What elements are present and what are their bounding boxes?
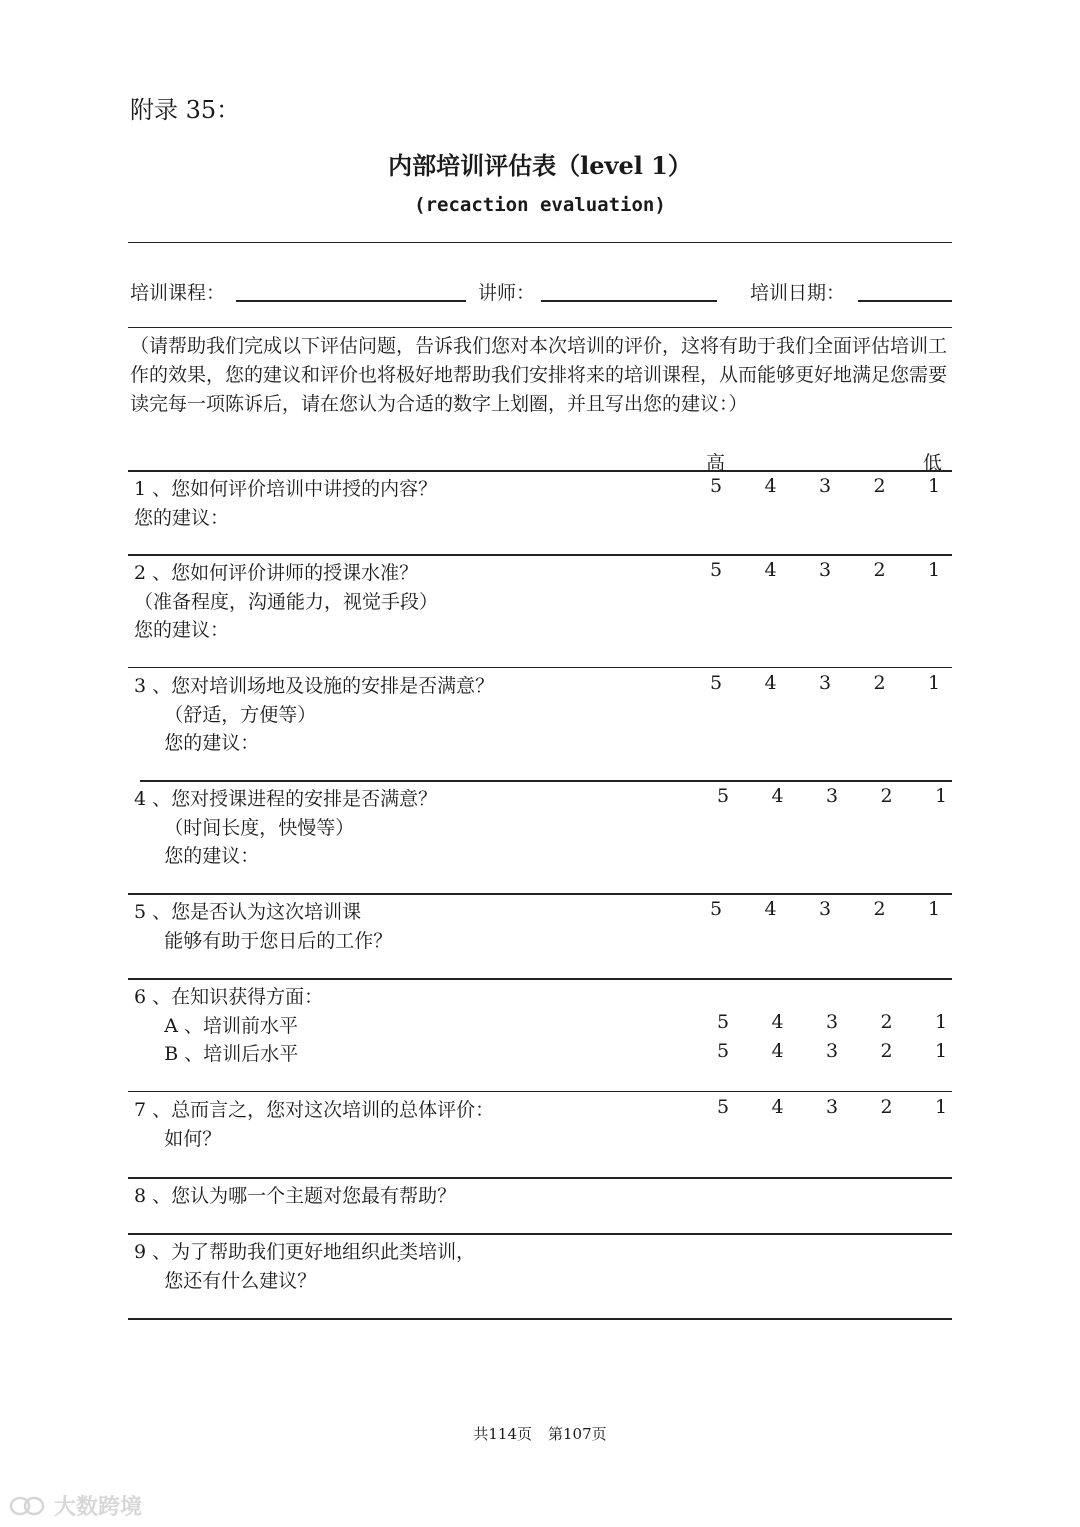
rating-option[interactable]: 3 <box>826 1040 839 1062</box>
rating-option[interactable]: 4 <box>764 672 777 694</box>
rating-option[interactable]: 5 <box>717 1096 730 1118</box>
rating-option[interactable]: 5 <box>717 785 730 807</box>
scale-high-label: 高 <box>706 452 726 474</box>
rating-scale-3[interactable] <box>710 672 983 694</box>
divider <box>128 1177 952 1179</box>
question-5: 5 、您是否认为这次培训课 能够有助于您日后的工作？ <box>134 901 393 952</box>
question-4: 4 、您对授课进程的安排是否满意？ （时间长度，快慢等） 您的建议： <box>134 788 438 867</box>
rating-option[interactable]: 5 <box>717 1040 730 1062</box>
rating-scale-6b[interactable] <box>717 1040 990 1062</box>
rating-option[interactable]: 1 <box>928 672 941 694</box>
rating-scale-2[interactable] <box>710 559 983 581</box>
divider <box>128 327 952 328</box>
rating-scale-6a[interactable] <box>717 1011 990 1033</box>
rating-option[interactable]: 3 <box>819 898 832 920</box>
rating-option[interactable]: 2 <box>880 1011 893 1033</box>
rating-option[interactable]: 5 <box>710 898 723 920</box>
rating-option[interactable]: 5 <box>717 1011 730 1033</box>
question-2: 2 、您如何评价讲师的授课水准？ （准备程度，沟通能力，视觉手段） 您的建议： <box>134 562 439 641</box>
rating-scale-1[interactable] <box>710 475 983 497</box>
rating-option[interactable]: 1 <box>935 785 948 807</box>
rating-option[interactable]: 1 <box>928 559 941 581</box>
rating-option[interactable]: 5 <box>710 672 723 694</box>
divider <box>128 1091 952 1092</box>
divider <box>128 978 952 980</box>
question-7: 7 、总而言之，您对这次培训的总体评价： 如何？ <box>134 1099 495 1150</box>
rating-option[interactable]: 2 <box>873 559 886 581</box>
divider <box>128 242 952 243</box>
watermark <box>8 1490 142 1521</box>
rating-option[interactable]: 2 <box>873 898 886 920</box>
scale-low-label: 低 <box>923 452 943 474</box>
divider <box>140 780 952 782</box>
question-9: 9 、为了帮助我们更好地组织此类培训， 您还有什么建议？ <box>134 1241 476 1292</box>
date-label: 培训日期： <box>750 282 846 304</box>
rating-option[interactable]: 2 <box>873 672 886 694</box>
course-field[interactable] <box>236 300 466 302</box>
question-1: 1 、您如何评价培训中讲授的内容？ 您的建议： <box>134 478 438 529</box>
rating-option[interactable]: 3 <box>826 1096 839 1118</box>
rating-option[interactable]: 3 <box>819 475 832 497</box>
rating-option[interactable]: 4 <box>771 785 784 807</box>
rating-scale-5[interactable] <box>710 898 983 920</box>
rating-option[interactable]: 3 <box>819 672 832 694</box>
rating-option[interactable]: 3 <box>826 785 839 807</box>
rating-option[interactable]: 4 <box>764 475 777 497</box>
watermark-logo-icon <box>8 1494 48 1518</box>
page-number: 第107页 <box>548 1425 607 1443</box>
rating-option[interactable]: 2 <box>880 785 893 807</box>
question-3: 3 、您对培训场地及设施的安排是否满意？ （舒适，方便等） 您的建议： <box>134 675 495 754</box>
divider <box>128 1318 952 1320</box>
rating-option[interactable]: 1 <box>935 1011 948 1033</box>
rating-option[interactable]: 1 <box>928 898 941 920</box>
page-footer <box>0 1423 1080 1444</box>
rating-option[interactable]: 2 <box>873 475 886 497</box>
appendix-label: 附录 35： <box>130 96 241 124</box>
rating-option[interactable]: 1 <box>935 1040 948 1062</box>
rating-option[interactable]: 2 <box>880 1096 893 1118</box>
divider <box>128 554 952 556</box>
rating-option[interactable]: 4 <box>764 898 777 920</box>
rating-option[interactable]: 4 <box>764 559 777 581</box>
form-title: 内部培训评估表（level 1） <box>388 151 692 180</box>
question-6: 6 、在知识获得方面： A 、培训前水平 B 、培训后水平 <box>134 986 324 1065</box>
form-subtitle: (recaction evaluation) <box>414 194 666 216</box>
rating-option[interactable]: 5 <box>710 559 723 581</box>
total-pages: 共114页 <box>473 1425 532 1443</box>
rating-option[interactable]: 1 <box>935 1096 948 1118</box>
divider <box>128 893 952 895</box>
rating-option[interactable]: 1 <box>928 475 941 497</box>
rating-option[interactable]: 2 <box>880 1040 893 1062</box>
rating-option[interactable]: 3 <box>819 559 832 581</box>
rating-scale-4[interactable] <box>717 785 990 807</box>
rating-option[interactable]: 4 <box>771 1040 784 1062</box>
question-8: 8 、您认为哪一个主题对您最有帮助？ <box>134 1185 457 1207</box>
date-field[interactable] <box>858 300 952 302</box>
trainer-field[interactable] <box>541 300 717 302</box>
divider <box>128 470 952 472</box>
instructions: （请帮助我们完成以下评估问题，告诉我们您对本次培训的评价，这将有助于我们全面评估培训工作的效果，您的建议和评价也将极好地帮助我们安排将来的培训课程，从而能够更好地满足您需要读完每一项陈诉后，请在您认为合适的数字上划圈，并且写出您的建议：） <box>130 335 948 415</box>
rating-option[interactable]: 5 <box>710 475 723 497</box>
rating-option[interactable]: 4 <box>771 1096 784 1118</box>
trainer-label: 讲师： <box>478 282 536 304</box>
rating-scale-7[interactable] <box>717 1096 990 1118</box>
divider <box>128 667 952 668</box>
course-label: 培训课程： <box>130 282 226 304</box>
watermark-text: 大数跨境 <box>54 1495 143 1520</box>
divider <box>128 1233 952 1235</box>
rating-option[interactable]: 3 <box>826 1011 839 1033</box>
rating-option[interactable]: 4 <box>771 1011 784 1033</box>
